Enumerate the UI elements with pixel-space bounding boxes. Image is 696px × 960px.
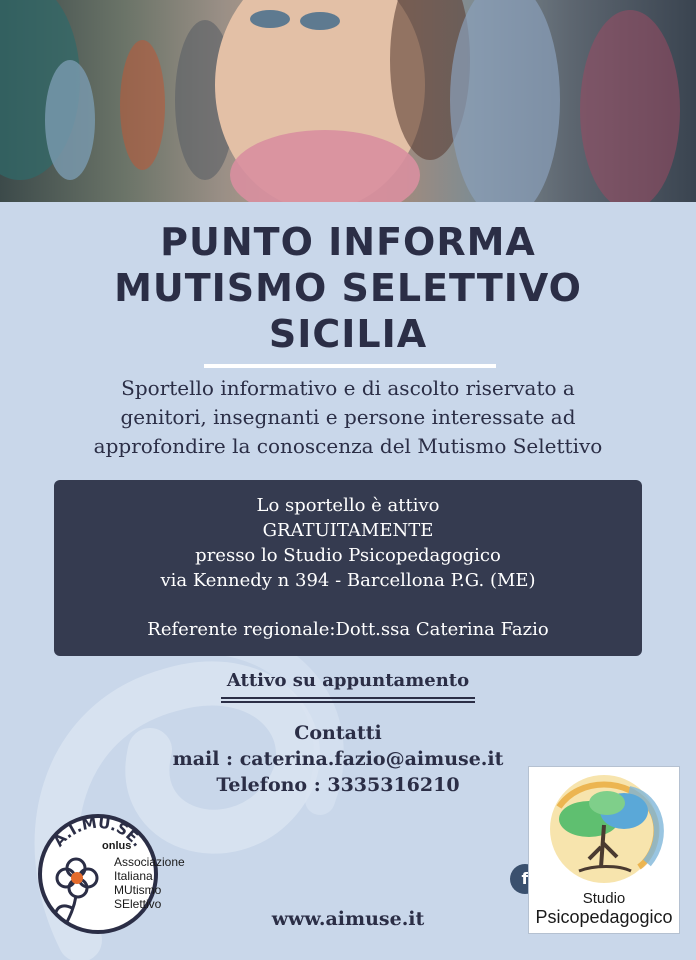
intro-line-2: genitori, insegnanti e persone interessate ad [120, 405, 576, 429]
appointment-underline-2 [221, 701, 475, 703]
aimuse-emblem [36, 812, 184, 936]
info-line-4: via Kennedy n 394 - Barcellona P.G. (ME) [160, 570, 536, 591]
header-photo [0, 0, 696, 202]
logo-ring-text: A.I.MU.SE. [49, 813, 147, 851]
contact-email[interactable]: mail : caterina.fazio@aimuse.it [172, 748, 504, 770]
contact-phone[interactable]: Telefono : 3335316210 [216, 774, 460, 796]
contacts-heading: Contatti [294, 722, 382, 744]
aimuse-logo [36, 812, 184, 936]
logo-name-line-1: Associazione [114, 855, 185, 869]
logo-name-line-3: MUtismo [114, 883, 162, 897]
logo-name-line-2: Italiana [114, 869, 153, 883]
info-line-1: Lo sportello è attivo [256, 495, 440, 516]
website-link[interactable]: www.aimuse.it [271, 908, 425, 930]
facebook-icon[interactable]: f [510, 864, 540, 894]
info-referent: Referente regionale:Dott.ssa Caterina Fazio [147, 619, 549, 640]
logo-name-line-4: SElettivo [114, 897, 162, 911]
appointment-underline-1 [221, 697, 475, 699]
logo-onlus: onlus [102, 840, 132, 852]
page-title-line-2: MUTISMO SELETTIVO [114, 266, 582, 310]
tree-emblem [529, 767, 679, 891]
info-box [54, 480, 642, 656]
studio-logo [528, 766, 680, 934]
intro-line-1: Sportello informativo e di ascolto riservato a [121, 376, 575, 400]
title-divider [204, 364, 496, 368]
studio-caption-2: Psicopedagogico [535, 907, 673, 927]
page-title-line-3: SICILIA [268, 312, 428, 356]
appointment-note: Attivo su appuntamento [226, 670, 470, 691]
intro-line-3: approfondire la conoscenza del Mutismo Selettivo [93, 434, 603, 458]
page-title-line-1: PUNTO INFORMA [160, 220, 536, 264]
info-line-3: presso lo Studio Psicopedagogico [195, 545, 501, 566]
intro-text [30, 374, 666, 461]
studio-caption-1: Studio [582, 890, 626, 907]
info-line-2: GRATUITAMENTE [262, 520, 434, 541]
